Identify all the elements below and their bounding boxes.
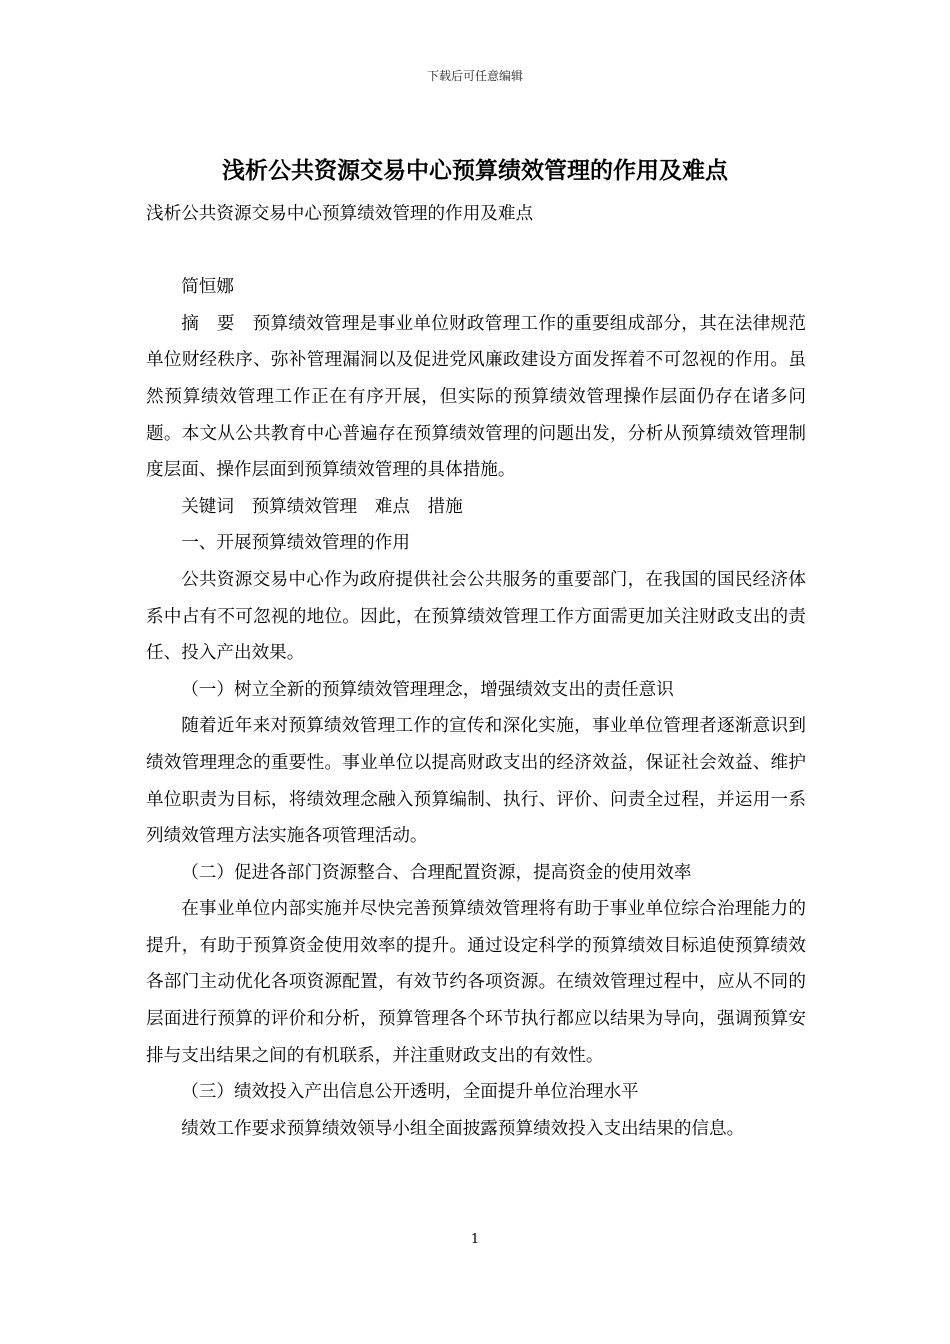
body-paragraph: 随着近年来对预算绩效管理工作的宣传和深化实施，事业单位管理者逐渐意识到绩效管理理念的重要性。事业单位以提高财政支出的经济效益，保证社会效益、维护单位职责为目标，将绩效理念融入预算编制、执行、评价、问责全过程，并运用一系列绩效管理方法实施各项管理活动。	[146, 716, 806, 847]
abstract-paragraph: 摘 要 预算绩效管理是事业单位财政管理工作的重要组成部分，其在法律规范单位财经秩序、弥补管理漏洞以及促进党风廉政建设方面发挥着不可忽视的作用。虽然预算绩效管理工作正在有序开展，但实际的预算绩效管理操作层面仍存在诸多问题。本文从公共教育中心普遍存在预算绩效管理的问题出发，分析从预算绩效管理制度层面、操作层面到预算绩效管理的具体措施。	[146, 313, 806, 481]
body-paragraph: 绩效工作要求预算绩效领导小组全面披露预算绩效投入支出结果的信息。	[181, 1118, 745, 1139]
keywords-line: 关键词 预算绩效管理 难点 措施	[181, 496, 463, 517]
subsection-heading: （三）绩效投入产出信息公开透明，全面提升单位治理水平	[181, 1082, 639, 1103]
subsection-heading: （一）树立全新的预算绩效管理理念，增强绩效支出的责任意识	[181, 679, 674, 700]
body-paragraph: 在事业单位内部实施并尽快完善预算绩效管理将有助于事业单位综合治理能力的提升，有助于预算资金使用效率的提升。通过设定科学的预算绩效目标追使预算绩效各部门主动优化各项资源配置，有效节约各项资源。在绩效管理过程中，应从不同的层面进行预算的评价和分析，预算管理各个环节执行都应以结果为导向，强调预算安排与支出结果之间的有机联系，并注重财政支出的有效性。	[146, 899, 806, 1066]
header-note: 下载后可任意编辑	[426, 69, 523, 83]
author-name: 简恒娜	[181, 277, 234, 298]
blank-line	[146, 233, 806, 270]
page-number: 1	[470, 1232, 480, 1247]
subtitle-line: 浅析公共资源交易中心预算绩效管理的作用及难点	[146, 204, 534, 224]
subsection-heading: （二）促进各部门资源整合、合理配置资源，提高资金的使用效率	[181, 862, 692, 883]
document-title: 浅析公共资源交易中心预算绩效管理的作用及难点	[222, 157, 728, 184]
document-body	[146, 196, 806, 1147]
body-paragraph: 公共资源交易中心作为政府提供社会公共服务的重要部门，在我国的国民经济体系中占有不可忽视的地位。因此，在预算绩效管理工作方面需更加关注财政支出的责任、投入产出效果。	[146, 569, 806, 664]
section-heading: 一、开展预算绩效管理的作用	[181, 533, 410, 554]
